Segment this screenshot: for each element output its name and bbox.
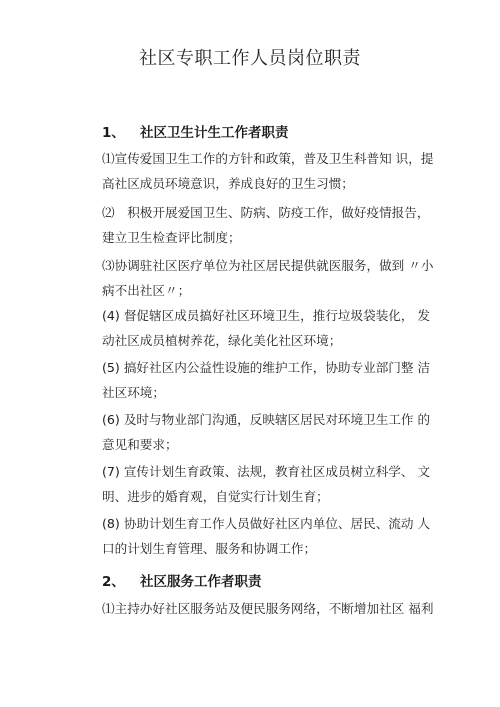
paragraph-1-4 bbox=[102, 303, 432, 353]
section-heading-1 bbox=[102, 121, 289, 141]
paragraph-line: (5) 搞好社区内公益性设施的维护工作，协助专业部门整 洁 bbox=[102, 360, 431, 375]
paragraph-line: ⑶协调驻社区医疗单位为社区居民提供就医服务，做到 〃小 bbox=[102, 258, 434, 273]
paragraph-1-6 bbox=[102, 407, 432, 457]
paragraph-line: (7) 宣传计划生育政策、法规，教育社区成员树立科学、 文 bbox=[102, 464, 431, 479]
paragraph-line: 社区环境； bbox=[102, 385, 165, 400]
paragraph-line: (4) 督促辖区成员搞好社区环境卫生，推行垃圾袋装化， 发 bbox=[102, 308, 431, 323]
paragraph-line: 建立卫生检查评比制度； bbox=[102, 230, 241, 245]
paragraph-line: 明、进步的婚育观，自觉实行计划生育； bbox=[102, 489, 329, 504]
paragraph-1-1 bbox=[102, 146, 432, 196]
section-number-2: 2、 bbox=[102, 574, 125, 590]
paragraph-line: 意见和要求； bbox=[102, 437, 178, 452]
page-title: 社区专职工作人员岗位职责 bbox=[139, 48, 361, 69]
paragraph-1-5 bbox=[102, 355, 432, 405]
paragraph-line: ⑵ 积极开展爱国卫生、防病、防疫工作，做好疫情报告， bbox=[102, 205, 430, 220]
paragraph-line: 病不出社区〃； bbox=[102, 283, 191, 298]
section-title-1: 社区卫生计生工作者职责 bbox=[140, 125, 289, 141]
paragraph-1-3 bbox=[102, 253, 432, 303]
section-heading-2 bbox=[102, 570, 262, 590]
paragraph-line: ⑴主持办好社区服务站及便民服务网络，不断增加社区 福利 bbox=[102, 601, 434, 616]
paragraph-1-8 bbox=[102, 511, 432, 561]
section-title-2: 社区服务工作者职责 bbox=[140, 574, 262, 590]
section-number-1: 1、 bbox=[102, 125, 125, 141]
paragraph-line: 口的计划生育管理、服务和协调工作； bbox=[102, 541, 317, 556]
paragraph-1-7 bbox=[102, 459, 432, 509]
paragraph-line: 高社区成员环境意识，养成良好的卫生习惯； bbox=[102, 176, 354, 191]
paragraph-1-2 bbox=[102, 200, 432, 250]
paragraph-2-1 bbox=[102, 596, 432, 621]
paragraph-line: (6) 及时与物业部门沟通，反映辖区居民对环境卫生工作 的 bbox=[102, 412, 431, 427]
paragraph-line: 动社区成员植树养花，绿化美化社区环境； bbox=[102, 333, 342, 348]
paragraph-line: ⑴宣传爱国卫生工作的方针和政策，普及卫生科普知 识，提 bbox=[102, 151, 434, 166]
paragraph-line: (8) 协助计划生育工作人员做好社区内单位、居民、流动 人 bbox=[102, 516, 431, 531]
